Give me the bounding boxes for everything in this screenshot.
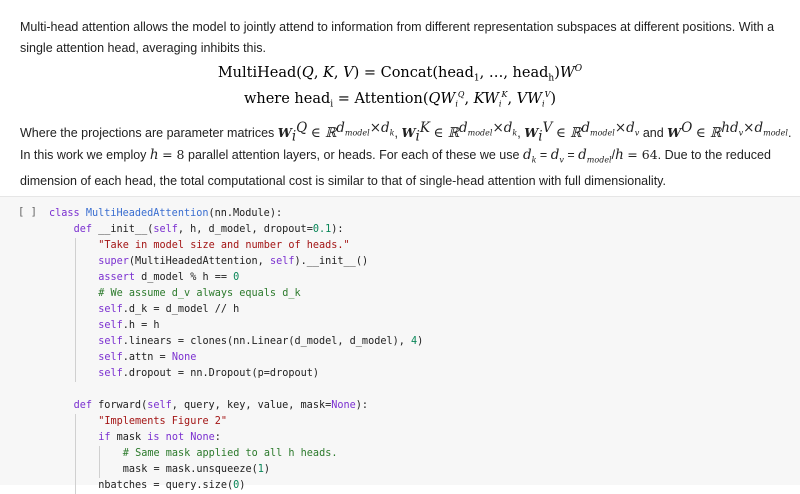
code-text: def __init__(self, h, d_model, dropout=0.1): — [73, 224, 344, 235]
code-text: nbatches = query.size(0) — [98, 480, 246, 491]
code-text: self.dropout = nn.Dropout(p=dropout) — [98, 368, 320, 379]
code-line — [0, 334, 800, 350]
equation-head: where head$_i$ = $Attention(QW_i^Q$, $KW_i^K$, $VW_i^V$) — [243, 90, 557, 110]
code-line — [0, 238, 800, 254]
indent-guide — [75, 350, 76, 366]
code-line — [0, 222, 800, 238]
code-text: "Implements Figure 2" — [98, 416, 227, 427]
code-line — [0, 398, 800, 414]
code-text: self.h = h — [98, 320, 160, 331]
code-line — [0, 430, 800, 446]
indent-guide — [75, 430, 76, 446]
code-text: super(MultiHeadedAttention, self).__init__() — [98, 256, 369, 267]
code-line — [0, 382, 800, 398]
code-line — [0, 254, 800, 270]
code-text: self.attn = None — [98, 352, 197, 363]
code-line — [0, 366, 800, 382]
indent-guide — [75, 462, 76, 478]
code-line — [0, 478, 800, 494]
indent-guide — [75, 286, 76, 302]
indent-guide — [75, 478, 76, 494]
run-cell-button[interactable]: [ ] — [18, 206, 37, 218]
code-line — [0, 286, 800, 302]
indent-guide — [75, 318, 76, 334]
code-cell[interactable] — [0, 196, 800, 491]
indent-guide — [75, 302, 76, 318]
code-text: # We assume d_v always equals d_k — [98, 288, 301, 299]
markdown-cell — [0, 0, 800, 190]
indent-guide — [75, 414, 76, 430]
indent-guide — [75, 446, 76, 462]
code-text: assert d_model % h == 0 — [98, 272, 240, 283]
indent-guide — [75, 366, 76, 382]
code-text: if mask is not None: — [98, 432, 221, 443]
code-line — [0, 446, 800, 462]
code-text: self.linears = clones(nn.Linear(d_model, d_model), 4) — [98, 336, 424, 347]
indent-guide — [99, 446, 100, 462]
indent-guide — [99, 462, 100, 478]
indent-guide — [75, 334, 76, 350]
code-line — [0, 270, 800, 286]
indent-guide — [75, 238, 76, 254]
intro-paragraph: Multi-head attention allows the model to jointly attend to information from different representation subspaces at different positions. With a single attention head, averaging inhibits this. — [20, 20, 775, 55]
indent-guide — [75, 254, 76, 270]
code-text: class MultiHeadedAttention(nn.Module): — [49, 208, 283, 219]
code-line — [0, 206, 800, 222]
code-text: "Take in model size and number of heads." — [98, 240, 350, 251]
code-line — [0, 462, 800, 478]
code-line — [0, 414, 800, 430]
code-text: def forward(self, query, key, value, mask=None): — [73, 400, 369, 411]
code-editor[interactable] — [0, 206, 800, 494]
code-text: # Same mask applied to all h heads. — [122, 448, 338, 459]
code-line — [0, 350, 800, 366]
code-text: mask = mask.unsqueeze(1) — [122, 464, 271, 475]
indent-guide — [75, 270, 76, 286]
heads-paragraph: In this work we employ h = 8 parallel attention layers, or heads. For each of these we use $d_k = d_v = d_{model}/h = 64$. Due to the reduced dimension of each head, the total computational cost is similar to that of single-head attention with full dimensionality. — [20, 147, 771, 188]
code-line — [0, 318, 800, 334]
projection-paragraph: Where the projections are parameter matrices $W_i^Q$ ∈ ℝ$^{d_{model}\times d_k}$, $W_i^K$ ∈ ℝ$^{d_{model}\times d_k}$, $W_i^V$ ∈ ℝ$^{d_{model}\times d_v}$ and $W^O$ ∈ ℝ$^{hd_v\times d_{model}}$. — [20, 120, 792, 145]
equation-multihead: MultiHead(Q, K, V) = Concat(head$_1$, …, $head_h)W^O$ — [217, 64, 583, 84]
code-text: self.d_k = d_model // h — [98, 304, 240, 315]
code-line — [0, 302, 800, 318]
